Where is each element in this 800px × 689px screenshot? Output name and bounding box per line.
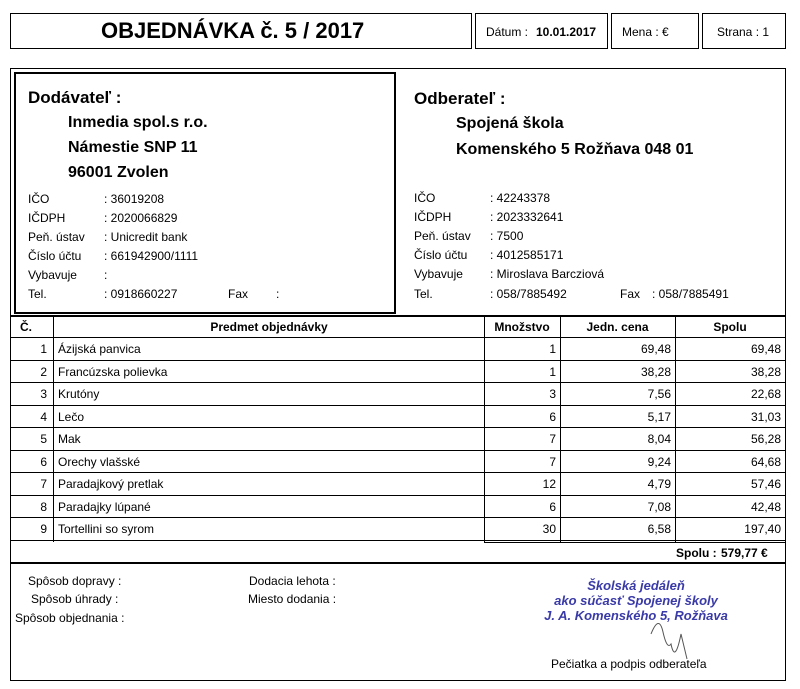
- payment-label: Spôsob úhrady :: [31, 592, 119, 606]
- table-row: [10, 361, 785, 384]
- transport-label: Spôsob dopravy :: [28, 574, 122, 588]
- row-qty: 6: [549, 409, 556, 424]
- supplier-account-value: : 661942900/1111: [104, 249, 199, 263]
- row-item: Paradajky lúpané: [58, 499, 151, 514]
- row-total: 56,28: [750, 432, 781, 446]
- delivery-time-label: Dodacia lehota :: [249, 574, 336, 588]
- customer-street: Komenského 5 Rožňava 048 01: [456, 141, 694, 158]
- row-item: Orechy vlašské: [58, 454, 141, 469]
- row-qty: 7: [549, 432, 556, 446]
- page-number: Strana : 1: [717, 25, 770, 39]
- table-row: [10, 496, 785, 519]
- stamp: [511, 578, 761, 623]
- row-price: 6,58: [647, 522, 671, 536]
- supplier-bank-label: Peň. ústav: [28, 230, 85, 244]
- customer-contact-label: Vybavuje: [414, 267, 463, 281]
- row-price: 4,79: [647, 477, 671, 491]
- customer-bank-value: : 7500: [490, 229, 524, 243]
- row-number: 8: [40, 499, 47, 514]
- customer-heading: Odberateľ :: [414, 89, 506, 108]
- row-number: 1: [40, 342, 47, 356]
- row-price: 7,56: [647, 387, 671, 401]
- supplier-account-label: Číslo účtu: [28, 249, 82, 263]
- row-price: 8,04: [647, 432, 671, 446]
- supplier-box: [14, 72, 396, 314]
- row-price: 9,24: [647, 454, 671, 469]
- supplier-contact-label: Vybavuje: [28, 268, 77, 282]
- header-item: Predmet objednávky: [210, 320, 328, 334]
- page-title: OBJEDNÁVKA č. 5 / 2017: [101, 18, 365, 43]
- supplier-city: 96001 Zvolen: [68, 164, 169, 181]
- row-price: 5,17: [647, 409, 671, 424]
- row-number: 9: [40, 522, 47, 536]
- table-row: [10, 338, 785, 361]
- row-item: Lečo: [58, 409, 85, 424]
- footer-box: [10, 563, 786, 681]
- row-number: 3: [40, 387, 47, 401]
- row-qty: 30: [542, 522, 556, 536]
- row-price: 7,08: [647, 499, 671, 514]
- row-item: Francúzska polievka: [58, 364, 168, 379]
- signature-label: Pečiatka a podpis odberateľa: [551, 657, 707, 671]
- row-qty: 6: [549, 499, 556, 514]
- customer-account-label: Číslo účtu: [414, 248, 468, 262]
- row-total: 22,68: [750, 387, 781, 401]
- table-header-row: [10, 316, 785, 338]
- row-total: 197,40: [744, 522, 781, 536]
- stamp-line-2: ako súčasť Spojenej školy: [554, 593, 718, 608]
- row-item: Paradajkový pretlak: [58, 477, 164, 491]
- supplier-ico-value: : 36019208: [104, 192, 165, 206]
- row-number: 6: [40, 454, 47, 469]
- row-number: 7: [40, 477, 47, 491]
- supplier-tel-value: : 0918660227: [104, 287, 178, 301]
- stamp-line-3: J. A. Komenského 5, Rožňava: [544, 608, 728, 623]
- sum-row: [484, 542, 786, 563]
- header-no: Č.: [20, 320, 32, 334]
- sum-value: 579,77 €: [721, 546, 768, 560]
- currency-label: Mena : €: [622, 25, 669, 39]
- customer-fax-value: : 058/7885491: [652, 287, 729, 301]
- row-item: Tortellini so syrom: [58, 522, 155, 536]
- row-total: 69,48: [750, 342, 781, 356]
- customer-icdph-label: IČDPH: [414, 210, 452, 224]
- row-qty: 1: [549, 364, 556, 379]
- supplier-fax-value: :: [276, 287, 280, 301]
- row-qty: 1: [549, 342, 556, 356]
- header-total: Spolu: [713, 320, 747, 334]
- row-item: Krutóny: [58, 387, 100, 401]
- customer-account-value: : 4012585171: [490, 248, 564, 262]
- customer-ico-label: IČO: [414, 191, 436, 205]
- signature: [641, 604, 701, 664]
- supplier-ico-label: IČO: [28, 192, 50, 206]
- row-number: 2: [40, 364, 47, 379]
- row-price: 69,48: [640, 342, 671, 356]
- row-item: Mak: [58, 432, 81, 446]
- row-item: Ázijská panvica: [58, 342, 141, 356]
- header-price: Jedn. cena: [586, 320, 649, 334]
- delivery-place-label: Miesto dodania :: [248, 592, 337, 606]
- row-number: 5: [40, 432, 47, 446]
- header-qty: Množstvo: [494, 320, 550, 334]
- customer-contact-value: : Miroslava Barcziová: [490, 267, 605, 281]
- supplier-street: Námestie SNP 11: [68, 139, 198, 156]
- supplier-icdph-label: IČDPH: [28, 211, 66, 225]
- row-qty: 3: [549, 387, 556, 401]
- stamp-line-1: Školská jedáleň: [587, 578, 685, 593]
- supplier-name: Inmedia spol.s r.o.: [68, 114, 208, 131]
- customer-icdph-value: : 2023332641: [490, 210, 564, 224]
- customer-fax-label: Fax: [620, 287, 641, 301]
- table-row: [10, 518, 785, 541]
- customer-box: [402, 72, 782, 312]
- table-row: [10, 473, 785, 496]
- supplier-fax-label: Fax: [228, 287, 249, 301]
- row-number: 4: [40, 409, 47, 424]
- customer-bank-label: Peň. ústav: [414, 229, 471, 243]
- date-box: [475, 13, 608, 49]
- table-row: [10, 383, 785, 406]
- date-value: 10.01.2017: [536, 25, 597, 39]
- row-price: 38,28: [640, 364, 671, 379]
- row-qty: 12: [542, 477, 556, 491]
- customer-ico-value: : 42243378: [490, 191, 551, 205]
- supplier-contact-value: :: [104, 268, 108, 282]
- date-label: Dátum :: [486, 25, 529, 39]
- row-total: 42,48: [750, 499, 781, 514]
- table-row: [10, 406, 785, 429]
- supplier-bank-value: : Unicredit bank: [104, 230, 188, 244]
- supplier-tel-label: Tel.: [28, 287, 47, 301]
- order-method-label: Spôsob objednania :: [15, 611, 125, 625]
- row-total: 31,03: [750, 409, 781, 424]
- supplier-icdph-value: : 2020066829: [104, 211, 178, 225]
- row-total: 38,28: [750, 364, 781, 379]
- customer-tel-label: Tel.: [414, 287, 433, 301]
- title-box: [10, 13, 472, 49]
- row-qty: 7: [549, 454, 556, 469]
- sum-label: Spolu :: [676, 546, 717, 560]
- supplier-heading: Dodávateľ :: [28, 88, 122, 107]
- row-total: 64,68: [750, 454, 781, 469]
- page-box: [702, 13, 786, 49]
- customer-tel-value: : 058/7885492: [490, 287, 567, 301]
- table-row: [10, 428, 785, 451]
- currency-box: [611, 13, 699, 49]
- customer-name: Spojená škola: [456, 115, 564, 132]
- row-total: 57,46: [750, 477, 781, 491]
- table-row: [10, 451, 785, 474]
